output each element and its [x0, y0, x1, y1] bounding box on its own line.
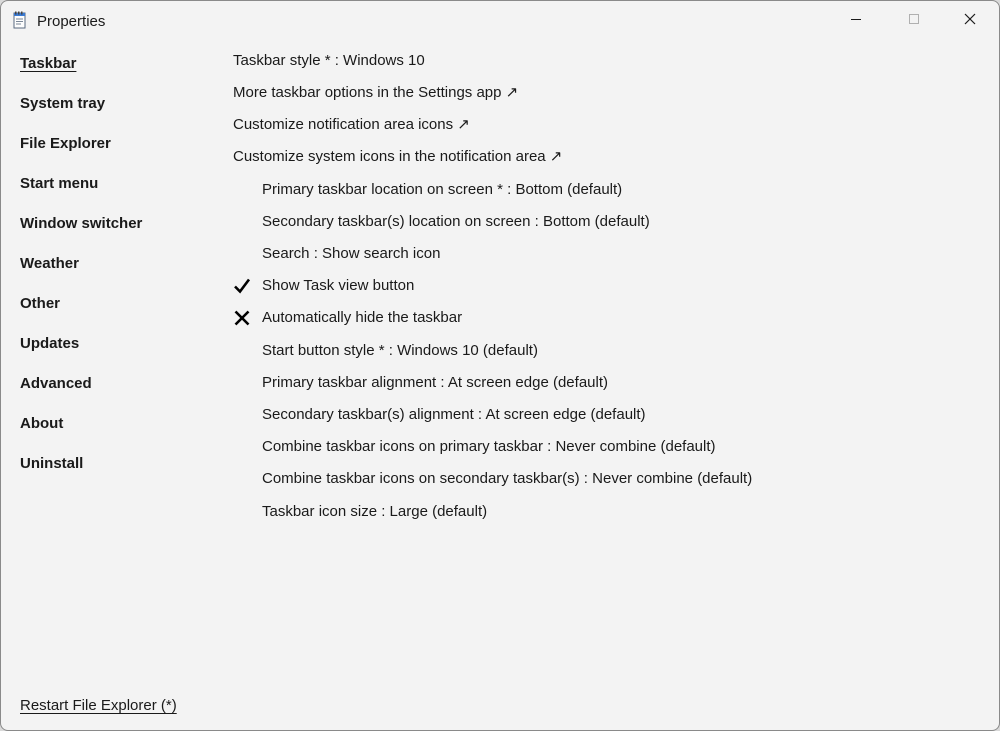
window-title: Properties	[37, 13, 106, 30]
option-auto-hide-taskbar[interactable]: Automatically hide the taskbar	[262, 309, 463, 326]
close-button[interactable]	[941, 1, 999, 41]
option-primary-taskbar-alignment[interactable]: Primary taskbar alignment : At screen edge (default)	[262, 374, 608, 391]
minimize-button[interactable]	[827, 1, 885, 41]
sidebar-item-file-explorer[interactable]: File Explorer	[20, 135, 111, 152]
title-bar[interactable]	[1, 1, 999, 41]
link-more-taskbar-options[interactable]: More taskbar options in the Settings app ↗	[233, 84, 519, 101]
minimize-icon	[850, 12, 862, 30]
checkmark-icon	[233, 277, 251, 295]
option-combine-icons-primary[interactable]: Combine taskbar icons on primary taskbar : Never combine (default)	[262, 438, 716, 455]
sidebar-item-updates[interactable]: Updates	[20, 335, 80, 352]
sidebar-item-about[interactable]: About	[20, 415, 64, 432]
option-secondary-taskbar-alignment[interactable]: Secondary taskbar(s) alignment : At screen edge (default)	[262, 406, 646, 423]
maximize-button[interactable]	[885, 1, 943, 41]
cross-icon	[233, 309, 251, 327]
option-secondary-taskbar-location[interactable]: Secondary taskbar(s) location on screen : Bottom (default)	[262, 213, 650, 230]
link-customize-system-icons[interactable]: Customize system icons in the notification area ↗	[233, 148, 563, 165]
notepad-app-icon	[12, 11, 28, 30]
link-customize-notification-icons[interactable]: Customize notification area icons ↗	[233, 116, 470, 133]
sidebar-item-other[interactable]: Other	[20, 295, 61, 312]
sidebar-item-start-menu[interactable]: Start menu	[20, 175, 99, 192]
sidebar-item-uninstall[interactable]: Uninstall	[20, 455, 84, 472]
option-start-button-style[interactable]: Start button style * : Windows 10 (default)	[262, 342, 538, 359]
restart-file-explorer-link[interactable]: Restart File Explorer (*)	[20, 697, 177, 714]
sidebar-item-taskbar[interactable]: Taskbar	[20, 55, 77, 72]
sidebar-item-window-switcher[interactable]: Window switcher	[20, 215, 143, 232]
option-combine-icons-secondary[interactable]: Combine taskbar icons on secondary taskbar(s) : Never combine (default)	[262, 470, 753, 487]
maximize-icon	[908, 12, 920, 30]
sidebar-item-system-tray[interactable]: System tray	[20, 95, 106, 112]
sidebar-item-advanced[interactable]: Advanced	[20, 375, 92, 392]
option-taskbar-icon-size[interactable]: Taskbar icon size : Large (default)	[262, 503, 488, 520]
sidebar-item-weather[interactable]: Weather	[20, 255, 79, 272]
option-primary-taskbar-location[interactable]: Primary taskbar location on screen * : Bottom (default)	[262, 181, 623, 198]
option-show-task-view-button[interactable]: Show Task view button	[262, 277, 415, 294]
close-icon	[964, 12, 976, 30]
option-search[interactable]: Search : Show search icon	[262, 245, 441, 262]
option-taskbar-style[interactable]: Taskbar style * : Windows 10	[233, 52, 425, 69]
